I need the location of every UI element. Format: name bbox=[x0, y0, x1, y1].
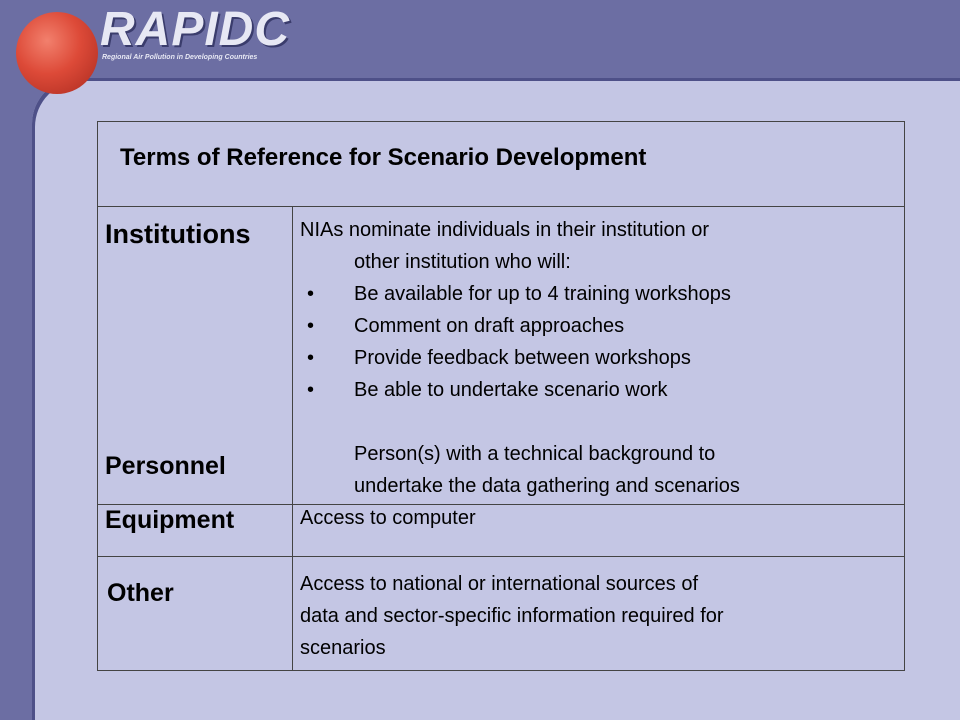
bullet-dot: • bbox=[307, 347, 315, 369]
other-line3: scenarios bbox=[300, 637, 386, 659]
personnel-line1: Person(s) with a technical background to bbox=[354, 443, 716, 465]
bullet-dot: • bbox=[307, 315, 315, 337]
institutions-intro-line1: NIAs nominate individuals in their institution or bbox=[300, 219, 710, 241]
bullet-dot: • bbox=[307, 283, 315, 305]
institutions-bullet-2: Comment on draft approaches bbox=[354, 315, 625, 337]
other-label: Other bbox=[107, 579, 174, 607]
bullet-dot: • bbox=[307, 379, 315, 401]
row-divider bbox=[97, 556, 905, 557]
logo-circle-icon bbox=[16, 12, 98, 94]
table-title: Terms of Reference for Scenario Development bbox=[120, 144, 647, 171]
institutions-bullet-4: Be able to undertake scenario work bbox=[354, 379, 668, 401]
row-divider bbox=[97, 206, 905, 207]
equipment-label: Equipment bbox=[105, 506, 235, 534]
logo-text: RAPIDC bbox=[100, 3, 291, 56]
logo-subtitle: Regional Air Pollution in Developing Countries bbox=[102, 54, 258, 61]
institutions-label: Institutions bbox=[105, 219, 251, 249]
other-line1: Access to national or international sources of bbox=[300, 573, 698, 595]
personnel-label: Personnel bbox=[105, 452, 226, 480]
other-line2: data and sector-specific information required for bbox=[300, 605, 724, 627]
institutions-bullet-3: Provide feedback between workshops bbox=[354, 347, 691, 369]
left-sidebar-bar bbox=[0, 0, 32, 720]
institutions-intro-line2: other institution who will: bbox=[354, 251, 571, 273]
equipment-text: Access to computer bbox=[300, 507, 476, 529]
institutions-bullet-1: Be available for up to 4 training workshops bbox=[354, 283, 731, 305]
personnel-line2: undertake the data gathering and scenarios bbox=[354, 475, 740, 497]
column-divider bbox=[292, 206, 293, 670]
